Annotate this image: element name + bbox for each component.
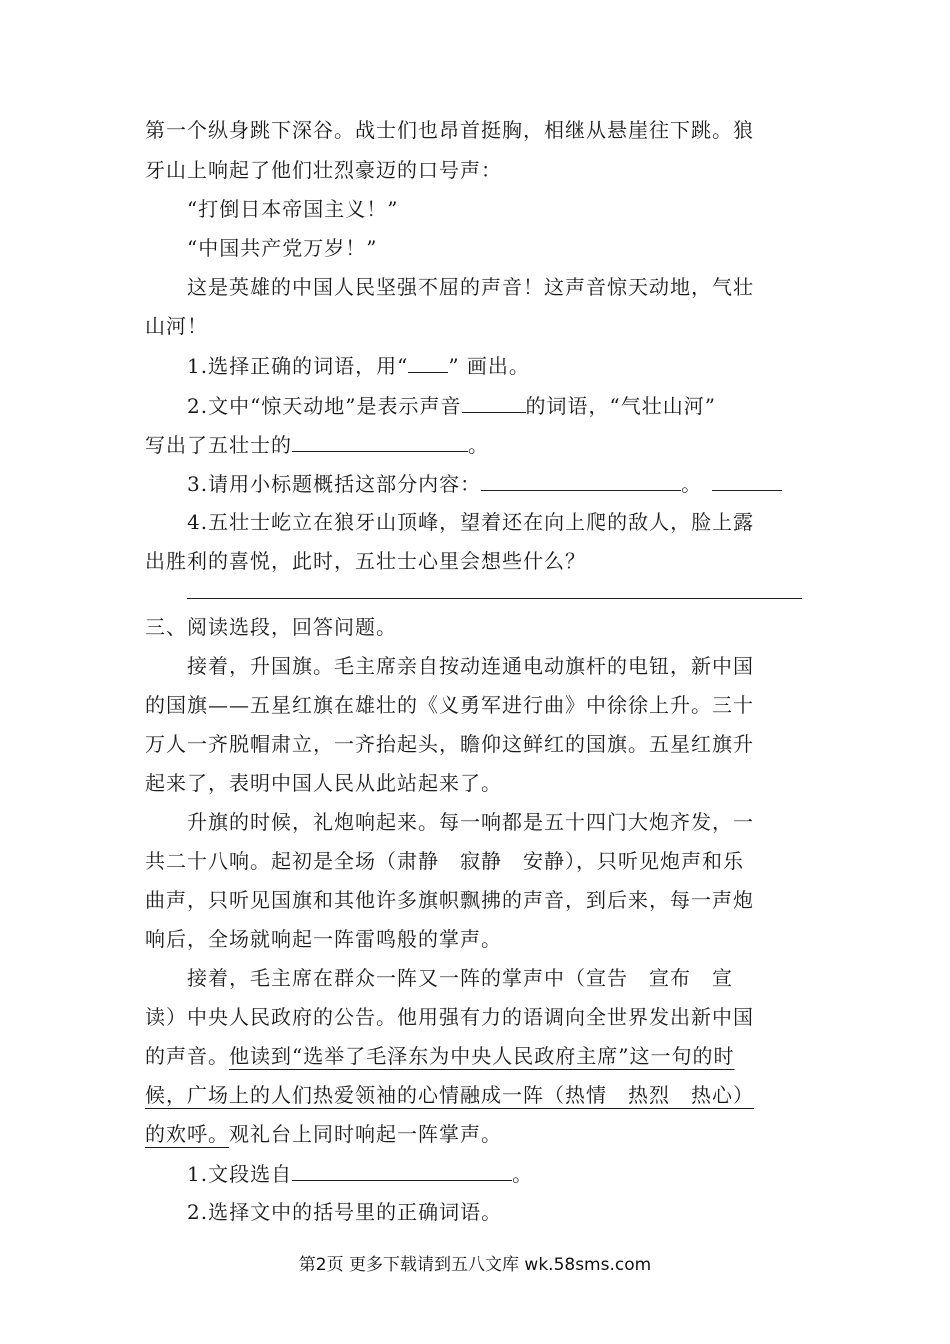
answer-blank[interactable] bbox=[408, 352, 448, 373]
underlined-sentence: 他读到“选举了毛泽东为中央人民政府主席”这一句的时 bbox=[229, 1044, 735, 1068]
answer-blank[interactable] bbox=[481, 470, 681, 491]
passage-line bbox=[145, 1043, 805, 1069]
underlined-sentence: 的欢呼。 bbox=[145, 1122, 229, 1146]
question-2-cont bbox=[145, 431, 805, 458]
question-text: 2.文中“惊天动地”是表示声音 bbox=[187, 394, 462, 418]
question-4: 4.五壮士屹立在狼牙山顶峰，望着还在向上爬的敌人，脸上露 bbox=[187, 510, 755, 534]
answer-blank[interactable] bbox=[712, 470, 782, 491]
answer-line[interactable] bbox=[187, 598, 802, 599]
passage-line: 曲声，只听见国旗和其他许多旗帜飘拂的声音，到后来，每一声炮 bbox=[145, 888, 754, 912]
passage-line: 共二十八响。起初是全场（肃静 寂静 安静），只听见炮声和乐 bbox=[145, 849, 744, 873]
passage-text: 观礼台上同时响起一阵掌声。 bbox=[229, 1122, 502, 1146]
page-footer: 第2页 更多下载请到五八文库 wk.58sms.com bbox=[298, 1255, 652, 1275]
slogan-line: “中国共产党万岁！” bbox=[187, 236, 378, 260]
passage-text: 的声音。 bbox=[145, 1044, 229, 1068]
passage-line: 山河！ bbox=[145, 314, 208, 338]
question-text: 。 bbox=[468, 433, 489, 457]
underlined-sentence: 候，广场上的人们热爱领袖的心情融成一阵（热情 热烈 热心） bbox=[145, 1083, 754, 1107]
passage-line: 响后，全场就响起一阵雷鸣般的掌声。 bbox=[145, 927, 502, 951]
slogan-line: “打倒日本帝国主义！” bbox=[187, 197, 399, 221]
answer-blank[interactable] bbox=[292, 1160, 512, 1181]
question-2: 2.选择文中的括号里的正确词语。 bbox=[187, 1200, 503, 1224]
passage-line: 万人一齐脱帽肃立，一齐抬起头，瞻仰这鲜红的国旗。五星红旗升 bbox=[145, 732, 754, 756]
question-text: 。 bbox=[681, 472, 703, 496]
question-4-cont: 出胜利的喜悦，此时，五壮士心里会想些什么？ bbox=[145, 549, 586, 573]
question-3 bbox=[187, 470, 847, 497]
passage-line bbox=[145, 1121, 805, 1147]
question-1 bbox=[187, 1160, 847, 1187]
passage-line: 接着，升国旗。毛主席亲自按动连通电动旗杆的电钮，新中国 bbox=[187, 654, 754, 678]
passage-line: 升旗的时候，礼炮响起来。每一响都是五十四门大炮齐发，一 bbox=[187, 810, 754, 834]
question-text: 3.请用小标题概括这部分内容： bbox=[187, 472, 482, 496]
passage-line: 牙山上响起了他们壮烈豪迈的口号声： bbox=[145, 158, 502, 182]
passage-line: 这是英雄的中国人民坚强不屈的声音！这声音惊天动地，气壮 bbox=[187, 275, 754, 299]
question-text: 的词语，“气壮山河” bbox=[525, 394, 716, 418]
passage-line bbox=[145, 1082, 805, 1108]
section-heading: 三、阅读选段，回答问题。 bbox=[145, 615, 397, 639]
answer-blank[interactable] bbox=[462, 392, 526, 413]
question-text: 写出了五壮士的 bbox=[145, 433, 292, 457]
passage-line: 读）中央人民政府的公告。他用强有力的语调向全世界发出新中国 bbox=[145, 1005, 754, 1029]
question-2 bbox=[187, 392, 847, 419]
passage-line: 起来了，表明中国人民从此站起来了。 bbox=[145, 771, 502, 795]
question-text: 。 bbox=[512, 1162, 534, 1186]
passage-line: 接着，毛主席在群众一阵又一阵的掌声中（宣告 宣布 宣 bbox=[187, 966, 733, 990]
answer-blank[interactable] bbox=[292, 431, 468, 452]
question-text: ” 画出。 bbox=[448, 354, 530, 378]
question-1 bbox=[187, 352, 847, 379]
passage-line: 的国旗——五星红旗在雄壮的《义勇军进行曲》中徐徐上升。三十 bbox=[145, 693, 754, 717]
passage-line: 第一个纵身跳下深谷。战士们也昂首挺胸，相继从悬崖往下跳。狼 bbox=[145, 118, 754, 142]
question-text: 1.文段选自 bbox=[187, 1162, 293, 1186]
question-text: 1.选择正确的词语，用“ bbox=[187, 354, 409, 378]
